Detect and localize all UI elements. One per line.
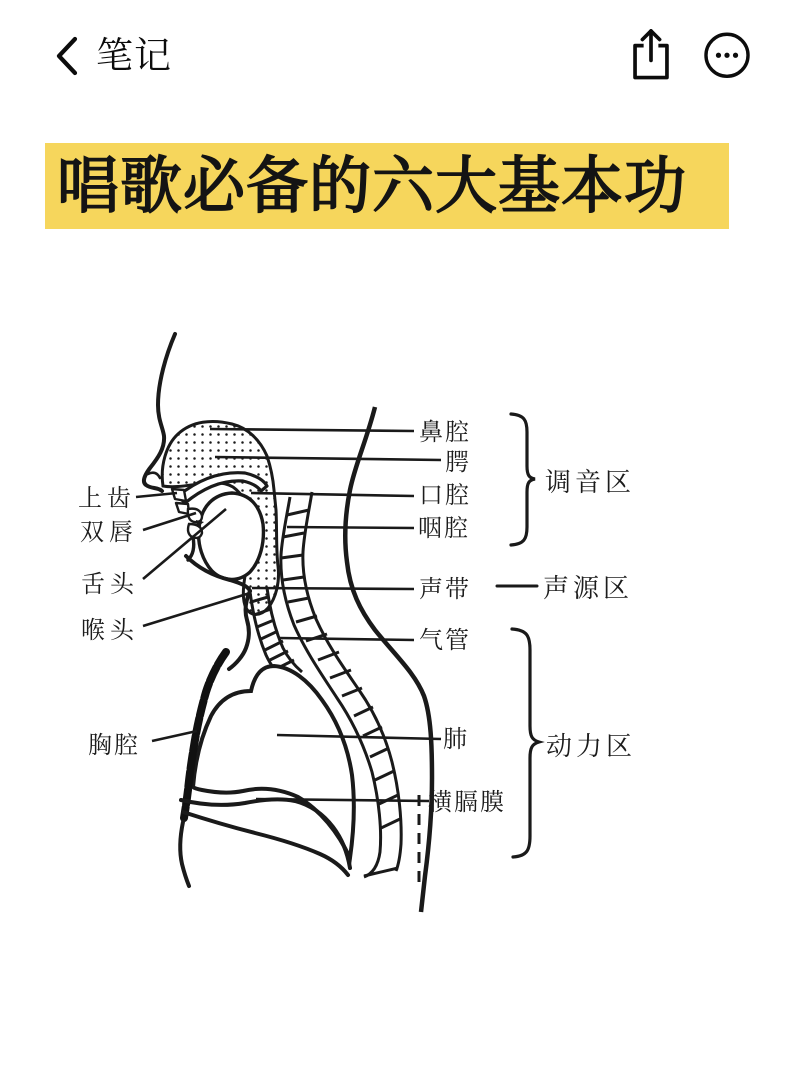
label-diaphragm: 横膈膜 bbox=[428, 790, 506, 816]
anatomy-diagram bbox=[0, 300, 800, 1000]
label-tongue: 舌头 bbox=[81, 572, 139, 598]
label-windpipe: 气管 bbox=[419, 628, 471, 654]
label-upper-teeth: 上齿 bbox=[78, 486, 136, 512]
nav-bar bbox=[0, 0, 800, 110]
page-title: 唱歌必备的六大基本功 bbox=[45, 143, 729, 229]
label-lips: 双唇 bbox=[80, 520, 138, 546]
tongue bbox=[199, 493, 264, 579]
label-oral-cavity: 口腔 bbox=[419, 483, 471, 509]
share-icon bbox=[635, 31, 667, 78]
label-nasal-cavity: 鼻腔 bbox=[419, 420, 471, 446]
label-vocal-cords: 声带 bbox=[419, 577, 471, 603]
label-chest-cavity: 胸腔 bbox=[88, 733, 140, 759]
brace-tuning-region bbox=[511, 414, 535, 545]
back-button[interactable] bbox=[46, 28, 186, 84]
back-label: 笔记 bbox=[96, 35, 172, 76]
label-power-region: 动力区 bbox=[546, 732, 637, 761]
share-button[interactable] bbox=[626, 26, 676, 80]
label-lung: 肺 bbox=[443, 727, 469, 753]
label-palate: 腭 bbox=[445, 450, 471, 476]
label-pharyngeal-cavity: 咽腔 bbox=[418, 516, 470, 542]
more-button[interactable] bbox=[702, 26, 752, 80]
brace-power-region bbox=[512, 629, 539, 857]
lung bbox=[193, 666, 354, 858]
more-ellipsis-icon bbox=[706, 34, 748, 76]
label-tuning-region: 调音区 bbox=[545, 468, 636, 497]
label-larynx: 喉头 bbox=[81, 618, 139, 644]
label-source-region: 声源区 bbox=[543, 574, 634, 603]
back-chevron-icon bbox=[54, 36, 80, 76]
